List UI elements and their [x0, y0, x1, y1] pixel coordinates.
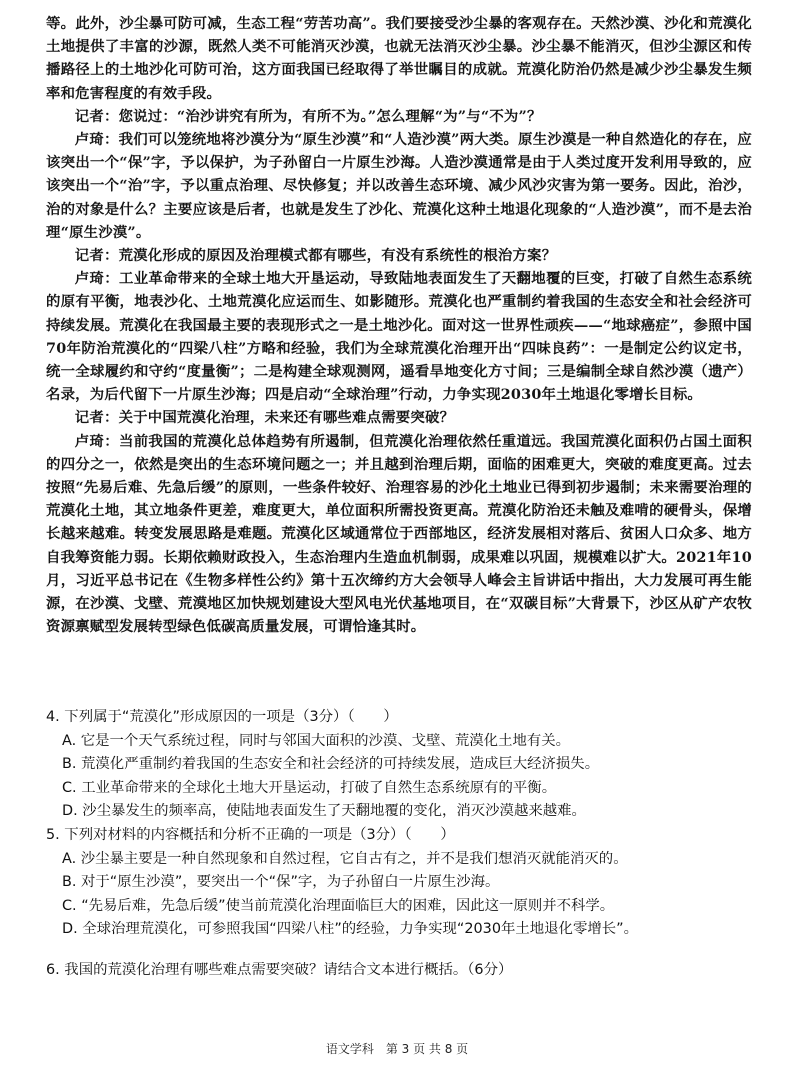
question-4-option-d: D. 沙尘暴发生的频率高，使陆地表面发生了天翻地覆的变化，消灭沙漠越来越难。 — [62, 803, 586, 820]
question-5-option-d: D. 全球治理荒漠化，可参照我国“四梁八柱”的经验，力争实现“2030年土地退化零增长”。 — [62, 921, 638, 938]
question-5-option-b: B. 对于“原生沙漠”，要突出一个“保”字，为子孙留白一片原生沙海。 — [62, 874, 500, 891]
article-body — [46, 12, 752, 638]
page-footer: 语文学科 第 3 页 共 8 页 — [325, 1042, 469, 1056]
question-5 — [46, 824, 756, 942]
question-4-option-b: B. 荒漠化严重制约着我国的生态安全和社会经济的可持续发展，造成巨大经济损失。 — [62, 756, 600, 773]
question-6-stem: 6. 我国的荒漠化治理有哪些难点需要突破？请结合文本进行概括。（6分） — [46, 961, 513, 978]
question-6 — [46, 959, 756, 983]
article-paragraph: 卢琦：工业革命带来的全球土地大开垦运动，导致陆地表面发生了天翻地覆的巨变，打破了自然生态系统的原有平衡，地表沙化、土地荒漠化应运而生、如影随形。荒漠化也严重制约着我国的生态安全和社会经济可持续发展。荒漠化在我国最主要的表现形式之一是土地沙化。面对这一世界性顽疾——“地球癌症”，参照中国70年防治荒漠化的“四梁八柱”方略和经验，我们为全球荒漠化治理开出“四味良药”：一是制定公约议定书，统一全球履约和守约“度量衡”；二是构建全球观测网，遥看旱地变化方寸间；三是编制全球自然沙漠（遗产）名录，为后代留下一片原生沙海；四是启动“全球治理”行动，力争实现2030年土地退化零增长目标。 — [46, 270, 752, 404]
article-paragraph: 等。此外，沙尘暴可防可减，生态工程“劳苦功高”。我们要接受沙尘暴的客观存在。天然沙漠、沙化和荒漠化土地提供了丰富的沙源，既然人类不可能消灭沙漠，也就无法消灭沙尘暴。沙尘暴不能消灭，但沙尘源区和传播路径上的土地沙化可防可治，这方面我国已经取得了举世瞩目的成就。荒漠化防治仍然是减少沙尘暴发生频率和危害程度的有效手段。 — [46, 15, 752, 102]
article-paragraph: 记者：您说过：“治沙讲究有所为，有所不为。”怎么理解“为”与“不为”？ — [74, 107, 542, 125]
question-5-option-a: A. 沙尘暴主要是一种自然现象和自然过程，它自古有之，并不是我们想消灭就能消灭的。 — [62, 850, 628, 867]
article-paragraph: 卢琦：当前我国的荒漠化总体趋势有所遏制，但荒漠化治理依然任重道远。我国荒漠化面积仍占国土面积的四分之一，依然是突出的生态环境问题之一；并且越到治理后期，面临的困难更大，突破的难度更高。过去按照“先易后难、先急后缓”的原则，一些条件较好、治理容易的沙化土地业已得到初步遏制；未来需要治理的荒漠化土地，其立地条件更差，难度更大，单位面积所需投资更高。荒漠化防治还未触及难啃的硬骨头，保增长越来越难。转变发展思路是难题。荒漠化区域通常位于西部地区，经济发展相对落后、贫困人口众多、地方自我筹资能力弱。长期依赖财政投入，生态治理内生造血机制弱，成果难以巩固，规模难以扩大。2021年10月，习近平总书记在《生物多样性公约》第十五次缔约方大会领导人峰会主旨讲话中指出，大力发展可再生能源，在沙漠、戈壁、荒漠地区加快规划建设大型风电光伏基地项目，在“双碳目标”大背景下，沙区从矿产农牧资源禀赋型发展转型绿色低碳高质量发展，可谓恰逢其时。 — [46, 432, 752, 636]
article-paragraph: 记者：荒漠化形成的原因及治理模式都有哪些，有没有系统性的根治方案？ — [74, 247, 557, 265]
question-4-option-c: C. 工业革命带来的全球化土地大开垦运动，打破了自然生态系统原有的平衡。 — [62, 779, 557, 796]
questions-section — [46, 706, 756, 983]
article-paragraph: 记者：关于中国荒漠化治理，未来还有哪些难点需要突破？ — [74, 409, 455, 427]
article-paragraph: 卢琦：我们可以笼统地将沙漠分为“原生沙漠”和“人造沙漠”两大类。原生沙漠是一种自然造化的存在，应该突出一个“保”字，予以保护，为子孙留白一片原生沙海。人造沙漠通常是由于人类过度开发利用导致的，应该突出一个“治”字，予以重点治理、尽快修复；并以改善生态环境、减少风沙灾害为第一要务。因此，治沙，治的对象是什么？主要应该是后者，也就是发生了沙化、荒漠化这种土地退化现象的“人造沙漠”，而不是去治理“原生沙漠”。 — [46, 131, 752, 241]
question-5-option-c: C. “先易后难，先急后缓”使当前荒漠化治理面临巨大的困难，因此这一原则并不科学。 — [62, 897, 615, 914]
question-4 — [46, 706, 756, 824]
question-4-option-a: A. 它是一个天气系统过程，同时与邻国大面积的沙漠、戈壁、荒漠化土地有关。 — [62, 732, 571, 749]
question-5-stem: 5. 下列对材料的内容概括和分析不正确的一项是（3分）（ ） — [46, 826, 455, 843]
question-4-stem: 4. 下列属于“荒漠化”形成原因的一项是（3分）（ ） — [46, 709, 398, 725]
